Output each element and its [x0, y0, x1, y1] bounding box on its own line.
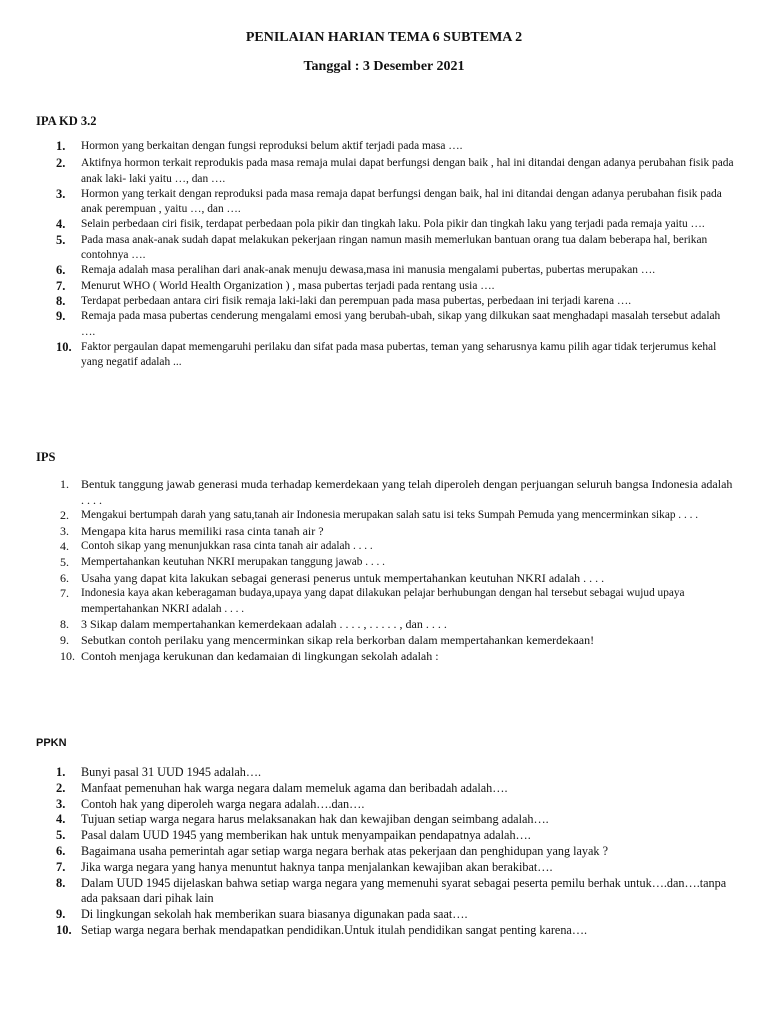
question-text: Selain perbedaan ciri fisik, terdapat perbedaan pola pikir dan tingkah laku. Pola pikir dan tingkah laku yang terjadi pada remaja yaitu ….: [81, 218, 705, 231]
question-text: 3 Sikap dalam mempertahankan kemerdekaan adalah . . . . , . . . . . , dan . . . .: [81, 617, 447, 632]
ipa-heading: IPA KD 3.2: [36, 114, 97, 128]
ppkn-question-7: [36, 860, 736, 876]
question-text: Pasal dalam UUD 1945 yang memberikan hak untuk menyampaikan pendapatnya adalah….: [81, 828, 531, 843]
question-number: 6.: [56, 843, 66, 858]
ppkn-question-2: [36, 781, 736, 797]
question-text: Setiap warga negara berhak mendapatkan pendidikan.Untuk itulah pendidikan sangat penting karena….: [81, 922, 588, 937]
question-number: 6.: [56, 263, 66, 278]
question-number: 10.: [56, 339, 72, 354]
question-text: Remaja pada masa pubertas cenderung mengalami emosi yang berubah-ubah, sikap yang dilkukan saat menghadapi masalah tersebut adalah ….: [81, 310, 721, 338]
ips-question-10: [36, 649, 736, 665]
question-text: Bunyi pasal 31 UUD 1945 adalah….: [81, 765, 262, 779]
question-text: Sebutkan contoh perilaku yang mencerminkan sikap rela berkorban dalam mempertahankan kemerdekaan!: [81, 632, 595, 647]
question-number: 10.: [60, 648, 75, 663]
ipa-question-list: [36, 139, 736, 370]
ipa-question-1: [36, 139, 736, 154]
question-number: 6.: [60, 570, 69, 585]
ips-question-2: [36, 508, 736, 524]
ipa-question-5: [36, 233, 736, 264]
question-text: Remaja adalah masa peralihan dari anak-anak menuju dewasa,masa ini manusia mengalami pubertas, pubertas merupakan ….: [81, 264, 656, 277]
question-number: 5.: [60, 554, 69, 569]
ipa-question-8: [36, 294, 736, 309]
question-text: Hormon yang berkaitan dengan fungsi reproduksi belum aktif terjadi pada masa ….: [81, 140, 463, 152]
question-text: Contoh sikap yang menunjukkan rasa cinta tanah air adalah . . . .: [81, 540, 373, 553]
ips-question-4: [36, 539, 736, 555]
ips-question-6: [36, 571, 736, 587]
document-date: Tanggal : 3 Desember 2021: [303, 59, 465, 74]
question-text: Jika warga negara yang hanya menuntut haknya tanpa menjalankan kewajiban akan berakibat….: [81, 859, 553, 874]
ppkn-question-10: [36, 923, 736, 939]
ipa-question-6: [36, 263, 736, 278]
ppkn-question-1: [36, 765, 736, 781]
question-text: Aktifnya hormon terkait reprodukis pada masa remaja mulai dapat berfungsi dengan baik , hal ini ditandai dengan adanya perubahan fisik pada anak laki- laki yaitu …, dan ….: [81, 157, 734, 185]
question-number: 5.: [56, 828, 66, 843]
question-text: Usaha yang dapat kita lakukan sebagai generasi penerus untuk mempertahankan keutuhan NKRI adalah . . . .: [81, 570, 605, 585]
question-text: Contoh hak yang diperoleh warga negara adalah….dan….: [81, 796, 365, 811]
question-text: Bagaimana usaha pemerintah agar setiap warga negara berhak atas pekerjaan dan penghidupan yang layak ?: [81, 843, 608, 858]
ips-question-8: [36, 617, 736, 633]
question-number: 7.: [56, 278, 66, 293]
question-text: Manfaat pemenuhan hak warga negara dalam memeluk agama dan beribadah adalah….: [81, 780, 508, 795]
question-text: Bentuk tanggung jawab generasi muda terhadap kemerdekaan yang telah diperoleh dengan perjuangan seluruh bangsa Indonesia adalah . . . .: [81, 477, 733, 507]
question-number: 1.: [56, 139, 66, 153]
ipa-question-7: [36, 279, 736, 294]
ppkn-heading: PPKN: [36, 737, 67, 749]
question-text: Menurut WHO ( World Health Organization ) , masa pubertas terjadi pada rentang usia ….: [81, 279, 495, 292]
question-text: Mengakui bertumpah darah yang satu,tanah air Indonesia merupakan salah satu isi teks Sumpah Pemuda yang mencerminkan sikap . . . .: [81, 509, 699, 522]
question-text: Contoh menjaga kerukunan dan kedamaian di lingkungan sekolah adalah :: [81, 648, 439, 663]
question-number: 2.: [56, 780, 66, 795]
question-number: 9.: [56, 309, 66, 324]
question-text: Mempertahankan keutuhan NKRI merupakan tanggung jawab . . . .: [81, 555, 385, 568]
question-number: 8.: [60, 617, 69, 632]
question-number: 7.: [56, 859, 66, 874]
question-number: 2.: [56, 156, 66, 171]
question-number: 3.: [56, 186, 66, 201]
ppkn-question-4: [36, 812, 736, 828]
question-number: 3.: [60, 523, 69, 538]
question-text: Hormon yang terkait dengan reproduksi pada masa remaja dapat berfungsi dengan baik, hal ini ditandai dengan adanya perubahan fisik pada anak perempuan , yaitu …, dan ….: [81, 187, 722, 216]
question-text: Di lingkungan sekolah hak memberikan suara biasanya digunakan pada saat….: [81, 907, 468, 922]
question-text: Faktor pergaulan dapat memengaruhi perilaku dan sifat pada masa pubertas, teman yang seharusnya kamu pilih agar tidak terjerumus kehal yang negatif adalah ...: [81, 340, 717, 369]
ipa-question-2: [36, 156, 736, 187]
document-title: PENILAIAN HARIAN TEMA 6 SUBTEMA 2: [245, 30, 523, 45]
question-number: 1.: [56, 765, 66, 779]
question-number: 3.: [56, 796, 66, 811]
ppkn-question-8: [36, 876, 736, 908]
ipa-question-9: [36, 309, 736, 340]
question-number: 2.: [60, 508, 69, 523]
ips-question-1: [36, 477, 736, 508]
ipa-question-3: [36, 187, 736, 218]
ppkn-question-9: [36, 907, 736, 923]
ips-question-9: [36, 633, 736, 649]
question-text: Mengapa kita harus memiliki rasa cinta tanah air ?: [81, 523, 324, 538]
question-number: 4.: [56, 812, 66, 827]
ppkn-question-5: [36, 828, 736, 844]
question-number: 8.: [56, 293, 66, 308]
question-text: Tujuan setiap warga negara harus melaksanakan hak dan kewajiban dengan seimbang adalah….: [81, 812, 549, 827]
question-number: 10.: [56, 922, 72, 937]
ips-question-3: [36, 524, 736, 540]
question-text: Dalam UUD 1945 dijelaskan bahwa setiap warga negara yang memenuhi syarat sebagai peserta pemilu berhak untuk….dan….tanpa ada paksaan dari pihak lain: [81, 875, 727, 906]
question-number: 1.: [60, 477, 69, 491]
question-number: 8.: [56, 875, 66, 890]
ips-question-7: [36, 586, 736, 617]
ppkn-question-6: [36, 844, 736, 860]
question-text: Terdapat perbedaan antara ciri fisik remaja laki-laki dan perempuan pada masa pubertas, perbedaan ini terjadi karena ….: [81, 294, 632, 307]
question-number: 9.: [56, 907, 66, 922]
ipa-question-10: [36, 340, 736, 371]
ppkn-question-list: [36, 765, 736, 939]
ips-question-5: [36, 555, 736, 571]
question-text: Pada masa anak-anak sudah dapat melakukan pekerjaan ringan namun masih memerlukan bantuan orang tua dalam beberapa hal, berikan contohnya ….: [81, 233, 708, 262]
question-number: 4.: [60, 539, 69, 554]
question-number: 5.: [56, 232, 66, 247]
ips-heading: IPS: [36, 450, 56, 464]
question-number: 4.: [56, 217, 66, 232]
ips-question-list: [36, 477, 736, 664]
ppkn-question-3: [36, 797, 736, 813]
question-text: Indonesia kaya akan keberagaman budaya,upaya yang dapat dilakukan pelajar berhubungan dengan hal tersebut sebagai wujud upaya mempertahankan NKRI adalah . . . .: [81, 587, 685, 615]
question-number: 7.: [60, 586, 69, 601]
ipa-question-4: [36, 217, 736, 232]
question-number: 9.: [60, 632, 69, 647]
